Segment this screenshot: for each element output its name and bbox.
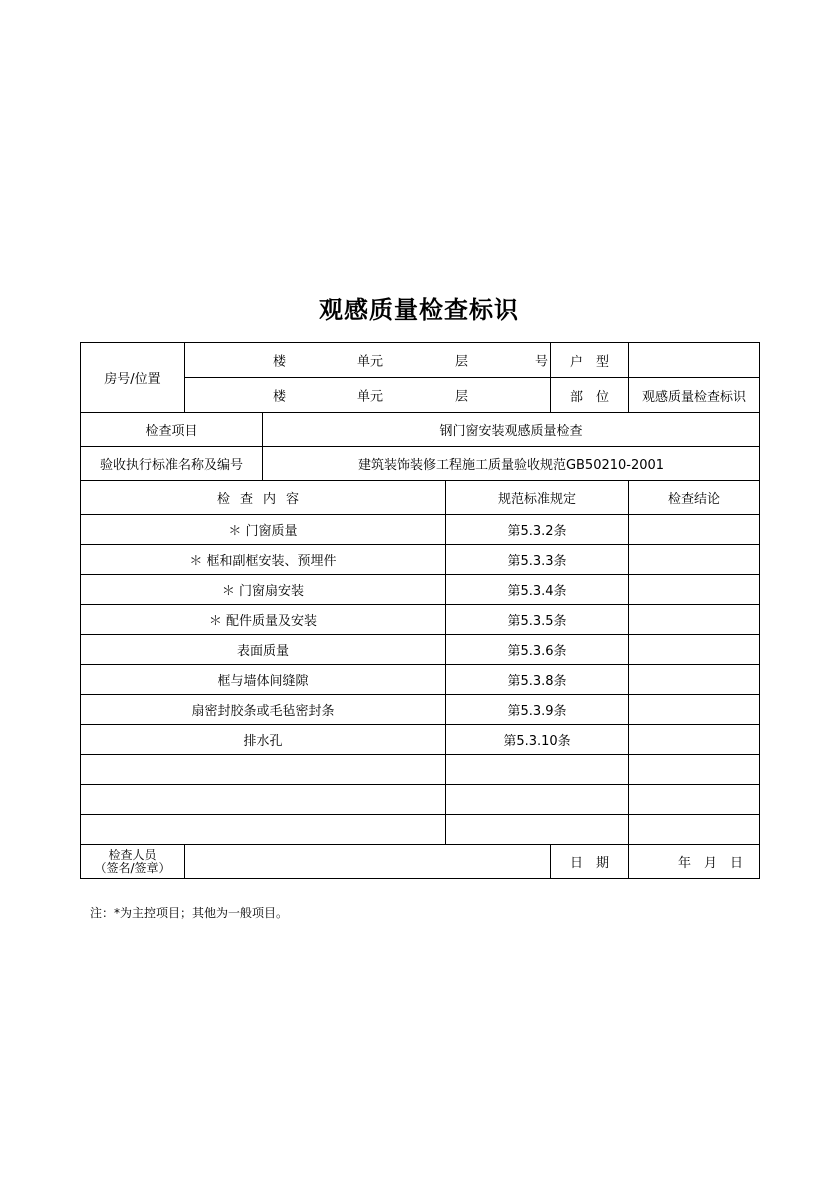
part-value: 观感质量检查标识	[629, 378, 760, 413]
part-label: 部 位	[551, 378, 629, 413]
unit-label: 单元	[357, 389, 384, 405]
location-row-2	[185, 378, 551, 413]
check-result[interactable]	[629, 695, 760, 725]
table-row	[81, 635, 760, 665]
item-value: 钢门窗安装观感质量检查	[263, 413, 760, 447]
inspection-form	[80, 342, 760, 879]
item-label: 检查项目	[81, 413, 263, 447]
result-column-header: 检查结论	[629, 481, 760, 515]
type-label: 户 型	[551, 343, 629, 378]
room-label: 房号/位置	[81, 343, 185, 413]
check-result[interactable]	[629, 755, 760, 785]
floor-label: 层	[455, 389, 469, 405]
table-row	[81, 545, 760, 575]
check-result[interactable]	[629, 725, 760, 755]
table-row	[81, 605, 760, 635]
check-content: ＊ 框和副框安装、预埋件	[81, 545, 446, 575]
check-content: ＊ 门窗扇安装	[81, 575, 446, 605]
check-result[interactable]	[629, 545, 760, 575]
date-label: 日 期	[551, 845, 629, 879]
content-column-header: 检查内容	[81, 481, 446, 515]
check-result[interactable]	[629, 815, 760, 845]
check-result[interactable]	[629, 665, 760, 695]
table-row	[81, 725, 760, 755]
check-rule: 第5.3.10条	[446, 725, 629, 755]
check-rule: 第5.3.2条	[446, 515, 629, 545]
check-rule: 第5.3.8条	[446, 665, 629, 695]
check-rule[interactable]	[446, 785, 629, 815]
check-rule: 第5.3.5条	[446, 605, 629, 635]
check-result[interactable]	[629, 575, 760, 605]
inspector-signature-field[interactable]	[185, 845, 551, 879]
location-row-1	[185, 343, 551, 378]
building-label: 楼	[273, 354, 287, 370]
standard-label: 验收执行标准名称及编号	[81, 447, 263, 481]
check-rule[interactable]	[446, 815, 629, 845]
unit-label: 单元	[357, 354, 384, 370]
number-label: 号	[535, 354, 549, 370]
check-rule: 第5.3.6条	[446, 635, 629, 665]
check-content: ＊ 门窗质量	[81, 515, 446, 545]
type-value[interactable]	[629, 343, 760, 378]
check-result[interactable]	[629, 785, 760, 815]
check-content: 框与墙体间缝隙	[81, 665, 446, 695]
check-content[interactable]	[81, 785, 446, 815]
table-row	[81, 695, 760, 725]
date-value[interactable]: 年 月 日	[629, 845, 760, 879]
check-content: ＊ 配件质量及安装	[81, 605, 446, 635]
check-content: 扇密封胶条或毛毡密封条	[81, 695, 446, 725]
floor-label: 层	[455, 354, 469, 370]
table-row	[81, 785, 760, 815]
check-rule: 第5.3.4条	[446, 575, 629, 605]
inspector-label-line2: （签名/签章）	[94, 860, 171, 875]
check-result[interactable]	[629, 515, 760, 545]
table-row	[81, 815, 760, 845]
check-result[interactable]	[629, 605, 760, 635]
check-content[interactable]	[81, 815, 446, 845]
page-title: 观感质量检查标识	[319, 296, 519, 324]
check-rule[interactable]	[446, 755, 629, 785]
rule-column-header: 规范标准规定	[446, 481, 629, 515]
check-content[interactable]	[81, 755, 446, 785]
table-row	[81, 575, 760, 605]
check-rule: 第5.3.3条	[446, 545, 629, 575]
footnote: 注：*为主控项目；其他为一般项目。	[90, 906, 289, 920]
check-result[interactable]	[629, 635, 760, 665]
building-label: 楼	[273, 389, 287, 405]
table-row	[81, 665, 760, 695]
check-content: 表面质量	[81, 635, 446, 665]
check-content: 排水孔	[81, 725, 446, 755]
check-rule: 第5.3.9条	[446, 695, 629, 725]
table-row	[81, 515, 760, 545]
standard-value: 建筑装饰装修工程施工质量验收规范GB50210-2001	[263, 447, 760, 481]
inspector-label	[81, 845, 185, 879]
table-row	[81, 755, 760, 785]
inspector-label-line1: 检查人员	[108, 847, 157, 862]
